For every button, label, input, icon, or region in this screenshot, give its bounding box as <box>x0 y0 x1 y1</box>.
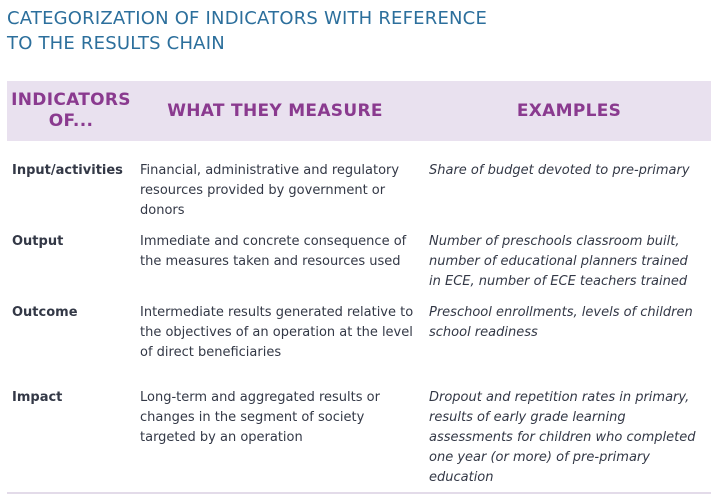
examples-line: education <box>429 470 494 485</box>
measure-line: of direct beneficiaries <box>140 345 282 360</box>
measure-line: Intermediate results generated relative to <box>140 305 414 320</box>
indicator-cell: Outcome <box>12 305 78 320</box>
title-line-2: TO THE RESULTS CHAIN <box>7 33 225 54</box>
table-bottom-divider <box>7 492 711 494</box>
examples-line: Preschool enrollments, levels of children <box>429 305 693 320</box>
header-indicators-line-1: INDICATORS <box>11 90 131 110</box>
examples-cell <box>429 161 711 181</box>
measure-line: donors <box>140 203 185 218</box>
examples-line: school readiness <box>429 325 538 340</box>
measure-cell <box>140 303 425 363</box>
indicators-table <box>7 81 711 485</box>
measure-cell <box>140 232 425 272</box>
measure-line: the measures taken and resources used <box>140 254 401 269</box>
header-examples: EXAMPLES <box>516 100 622 121</box>
measure-line: the objectives of an operation at the level <box>140 325 413 340</box>
measure-cell <box>140 161 425 221</box>
examples-line: number of educational planners trained <box>429 254 688 269</box>
measure-line: changes in the segment of society <box>140 410 365 425</box>
measure-line: Financial, administrative and regulatory <box>140 163 400 178</box>
header-indicators-line-2: OF... <box>48 111 94 131</box>
examples-line: results of early grade learning <box>429 410 626 425</box>
measure-line: resources provided by government or <box>140 183 386 198</box>
indicator-cell: Output <box>12 234 64 249</box>
examples-line: Number of preschools classroom built, <box>429 234 680 249</box>
examples-cell <box>429 232 711 292</box>
table-header <box>7 81 711 141</box>
examples-cell <box>429 388 711 488</box>
page-title <box>7 6 487 56</box>
examples-line: one year (or more) of pre-primary <box>429 450 650 465</box>
header-what-they-measure: WHAT THEY MEASURE <box>167 100 383 121</box>
indicator-cell: Input/activities <box>12 163 123 178</box>
measure-line: targeted by an operation <box>140 430 303 445</box>
indicator-cell: Impact <box>12 390 63 405</box>
measure-cell <box>140 388 425 448</box>
examples-line: Share of budget devoted to pre-primary <box>429 163 690 178</box>
header-indicators-of <box>7 81 135 141</box>
measure-line: Immediate and concrete consequence of <box>140 234 407 249</box>
title-line-1: CATEGORIZATION OF INDICATORS WITH REFERENCE <box>7 8 488 29</box>
examples-line: in ECE, number of ECE teachers trained <box>429 274 688 289</box>
examples-line: assessments for children who completed <box>429 430 696 445</box>
examples-cell <box>429 303 711 343</box>
examples-line: Dropout and repetition rates in primary, <box>429 390 690 405</box>
measure-line: Long-term and aggregated results or <box>140 390 380 405</box>
